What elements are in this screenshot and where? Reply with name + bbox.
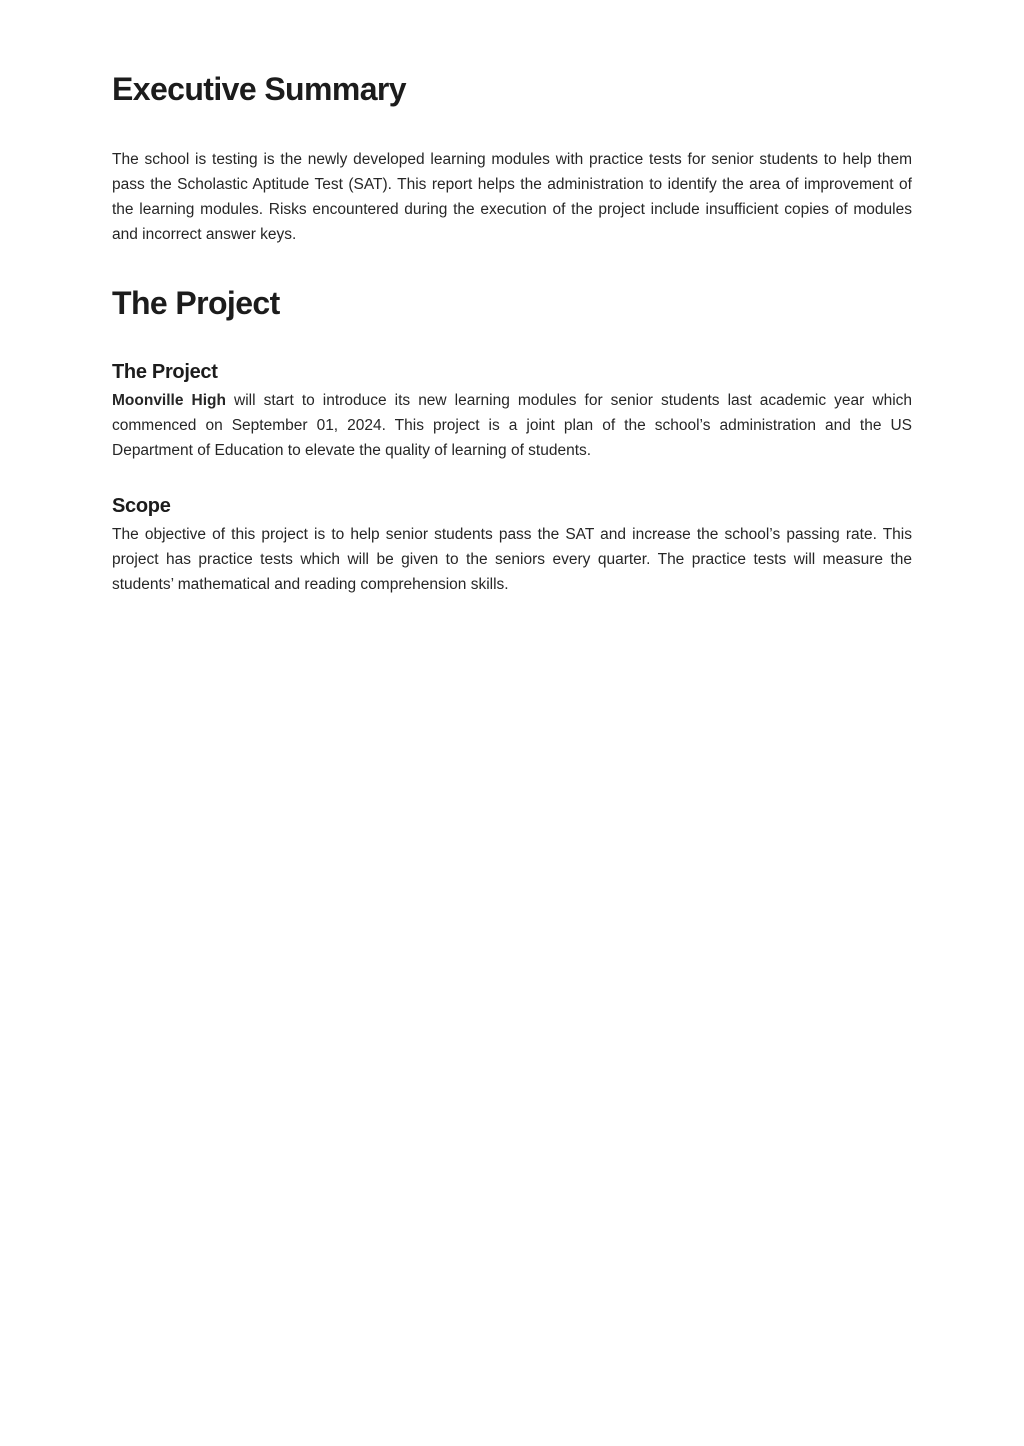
project-subsection-heading: The Project [112, 361, 218, 383]
project-section-heading: The Project [112, 285, 280, 321]
project-paragraph [112, 388, 912, 463]
school-name: Moonville High [112, 392, 226, 409]
executive-summary-paragraph: The school is testing is the newly developed learning modules with practice tests for senior students to help them pass the Scholastic Aptitude Test (SAT). This report helps the administration to identify the area of improvement of the learning modules. Risks encountered during the execution of the project include insufficient copies of modules and incorrect answer keys. [112, 151, 912, 243]
scope-paragraph: The objective of this project is to help senior students pass the SAT and increase the school’s passing rate. This project has practice tests which will be given to the seniors every quarter. The practice tests will measure the students’ mathematical and reading comprehension skills. [112, 526, 912, 593]
executive-summary-heading: Executive Summary [112, 71, 406, 107]
scope-heading: Scope [112, 495, 171, 517]
project-paragraph-text: will start to introduce its new learning modules for senior students last academic year which commenced on September 01, 2024. This project is a joint plan of the school’s administration and the US Department of Education to elevate the quality of learning of students. [112, 392, 913, 459]
